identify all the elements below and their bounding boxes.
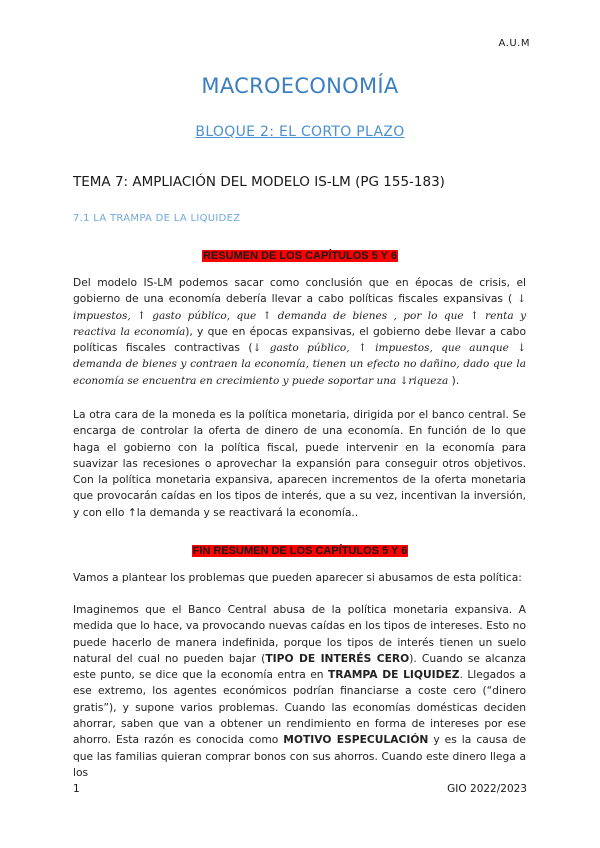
p1-text-a: Del modelo IS-LM podemos sacar como conclusión que en épocas de crisis, el gobierno de una economía debería llevar a cabo políticas fiscales expansivas ( bbox=[73, 276, 526, 306]
page-title: MACROECONOMÍA bbox=[201, 74, 399, 98]
summary-start-banner bbox=[0, 244, 600, 263]
p4-bold-liquidity-trap: TRAMPA DE LIQUIDEZ bbox=[327, 668, 460, 682]
p4-text-e: . Llegados a ese extremo, los agentes económicos podrían financiarse a coste cero (“dinero gratis”), y supone varios problemas. Cuando las economías domésticas deciden ahorrar, saben que van a obtener un rendimiento en forma de intereses por ese ahorro. Esta razón es conocida como bbox=[73, 668, 526, 747]
subsection-title: 7.1 LA TRAMPA DE LA LIQUIDEZ bbox=[73, 213, 241, 224]
summary-start-label: RESUMEN DE LOS CAPÍTULOS 5 Y 6 bbox=[203, 250, 397, 262]
summary-end-banner bbox=[0, 539, 600, 558]
paragraph-monetary-policy: La otra cara de la moneda es la política monetaria, dirigida por el banco central. Se encarga de controlar la oferta de dinero de una economía. En función de lo que haga el gobierno con la política fiscal, puede intervenir en la economía para suavizar las recesiones o aprovechar la expansión para conseguir otros objetivos. Con la política monetaria expansiva, aparecen incrementos de la oferta monetaria que provocarán caídas en los tipos de interés, que a su vez, incentivan la inversión, y con ello ↑la demanda y se reactivará la economía.. bbox=[73, 408, 526, 519]
topic-title: TEMA 7: AMPLIACIÓN DEL MODELO IS-LM (PG 155-183) bbox=[73, 174, 445, 190]
p1-text-c: ), y que en épocas expansivas, el gobierno debe llevar a cabo políticas fiscales contractivas ( bbox=[73, 324, 527, 355]
footer-page-number: 1 bbox=[73, 783, 80, 795]
p4-text-a: Imaginemos que el Banco Central abusa de la política monetaria expansiva. A medida que lo hace, va provocando nuevas caídas en los tipos de intereses. Esto no puede hacerlo de manera indefinida, porque los tipos de interés tienen un suelo natural del cual no pueden bajar ( bbox=[73, 603, 526, 665]
p1-italic-contractive: ↓ gasto público, ↑ impuestos, que aunque ↓ demanda de bienes y contraen la economía, tienen un efecto no dañino, dado que la economía se encuentra en crecimiento y puede soportar una ↓riqueza bbox=[73, 342, 526, 387]
footer-course: GIO 2022/2023 bbox=[447, 783, 527, 795]
p4-text-c: ). Cuando se alcanza este punto, se dice que la economía entra en bbox=[73, 651, 526, 682]
p4-bold-speculation: MOTIVO ESPECULACIÓN bbox=[283, 733, 429, 747]
block-title: BLOQUE 2: EL CORTO PLAZO bbox=[195, 124, 405, 140]
summary-end-label: FIN RESUMEN DE LOS CAPÍTULOS 5 Y 6 bbox=[192, 545, 408, 557]
p1-text-e: ). bbox=[451, 373, 460, 387]
header-initials: A.U.M bbox=[498, 38, 530, 49]
paragraph-liquidity-trap bbox=[73, 602, 526, 781]
block-heading bbox=[0, 121, 600, 140]
p1-italic-expansive: ↓ impuestos, ↑ gasto público, que ↑ demanda de bienes , por lo que ↑ renta y reactiva la economía bbox=[73, 293, 526, 338]
paragraph-is-lm bbox=[73, 275, 526, 389]
p4-text-g: y es la causa de que las familias quieran comprar bonos con sus ahorros. Cuando este dinero llega a los bbox=[73, 733, 526, 779]
p4-bold-zero-rate: TIPO DE INTERÉS CERO bbox=[265, 651, 410, 665]
paragraph-problems-intro: Vamos a plantear los problemas que pueden aparecer si abusamos de esta política: bbox=[73, 571, 522, 584]
